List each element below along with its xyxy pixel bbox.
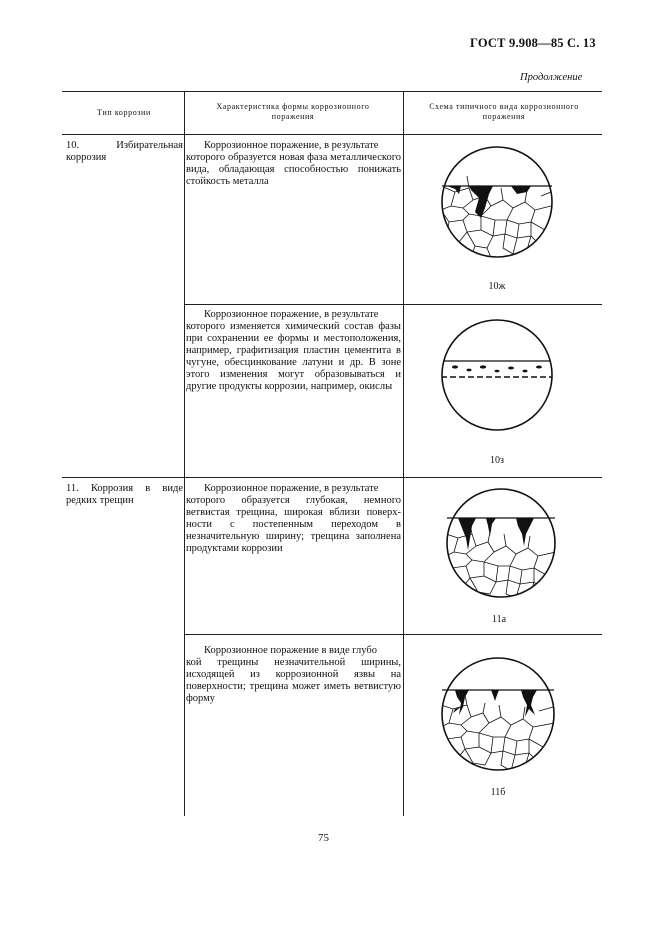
column-header-description: Характеристика формы коррозионного поражения <box>216 102 370 121</box>
column-divider <box>403 91 404 816</box>
row-divider <box>184 634 602 635</box>
figure-label: 11а <box>491 614 507 625</box>
figure-label: 11б <box>490 787 506 798</box>
figure-label: 10ж <box>488 281 506 292</box>
type-label: редких трещин <box>66 495 134 506</box>
type-label: коррозия <box>66 152 107 163</box>
row-divider <box>62 477 602 478</box>
description-text: кой трещины незначительной ширины, исходящей из коррозионной язвы на поверхности; трещина может иметь ветвистую форму <box>186 657 401 704</box>
rare-crack-scheme-icon <box>446 488 556 598</box>
description-first-line: Коррозионное поражение, в результате <box>204 309 379 320</box>
type-label: 10. Избирательная <box>66 140 183 151</box>
selective-corrosion-scheme-icon <box>441 146 553 258</box>
phase-change-corrosion-scheme-icon <box>441 319 553 431</box>
description-text: которого образуется глубокая, немного ветвистая трещина, широкая вблизи поверхности с постепенным переходом в незначительную ширину; трещина заполнена продуктами коррозии <box>186 495 401 554</box>
header-bottom-rule <box>62 134 602 135</box>
table-row-description <box>186 309 401 393</box>
description-first-line: Коррозионное поражение, в результате <box>204 140 379 151</box>
description-first-line: Коррозионное поражение в виде глубо <box>204 645 377 656</box>
description-text: которого образуется новая фаза металлического вида, обладающая способностью понижать стойкость металла <box>186 152 401 187</box>
figure-label: 10з <box>490 455 504 466</box>
continuation-label: Продолжение <box>520 72 583 83</box>
table-row-description <box>186 645 401 705</box>
branched-crack-scheme-icon <box>441 657 555 771</box>
table-row-description <box>186 483 401 555</box>
column-header-type: Тип коррозии <box>97 108 151 117</box>
table-row-description <box>186 140 401 188</box>
page-header: ГОСТ 9.908—85 С. 13 <box>470 36 596 50</box>
row-divider <box>184 304 602 305</box>
page-number: 75 <box>318 832 329 844</box>
column-divider <box>184 91 185 816</box>
table-row-type <box>66 140 183 164</box>
type-label: 11. Коррозия в виде <box>66 483 183 494</box>
column-header-scheme: Схема типичного вида коррозионного поражения <box>429 102 579 121</box>
table-top-rule <box>62 91 602 92</box>
description-text: которого изменяется химический состав фазы при сохранении ее формы и местоположения, например, графитизация пластин цементита в чугуне, обесцинкование латуни и др. В зоне этого изменения могут образовываться и другие продукты коррозии, например, окислы <box>186 321 401 392</box>
description-first-line: Коррозионное поражение, в результате <box>204 483 379 494</box>
table-row-type <box>66 483 183 507</box>
